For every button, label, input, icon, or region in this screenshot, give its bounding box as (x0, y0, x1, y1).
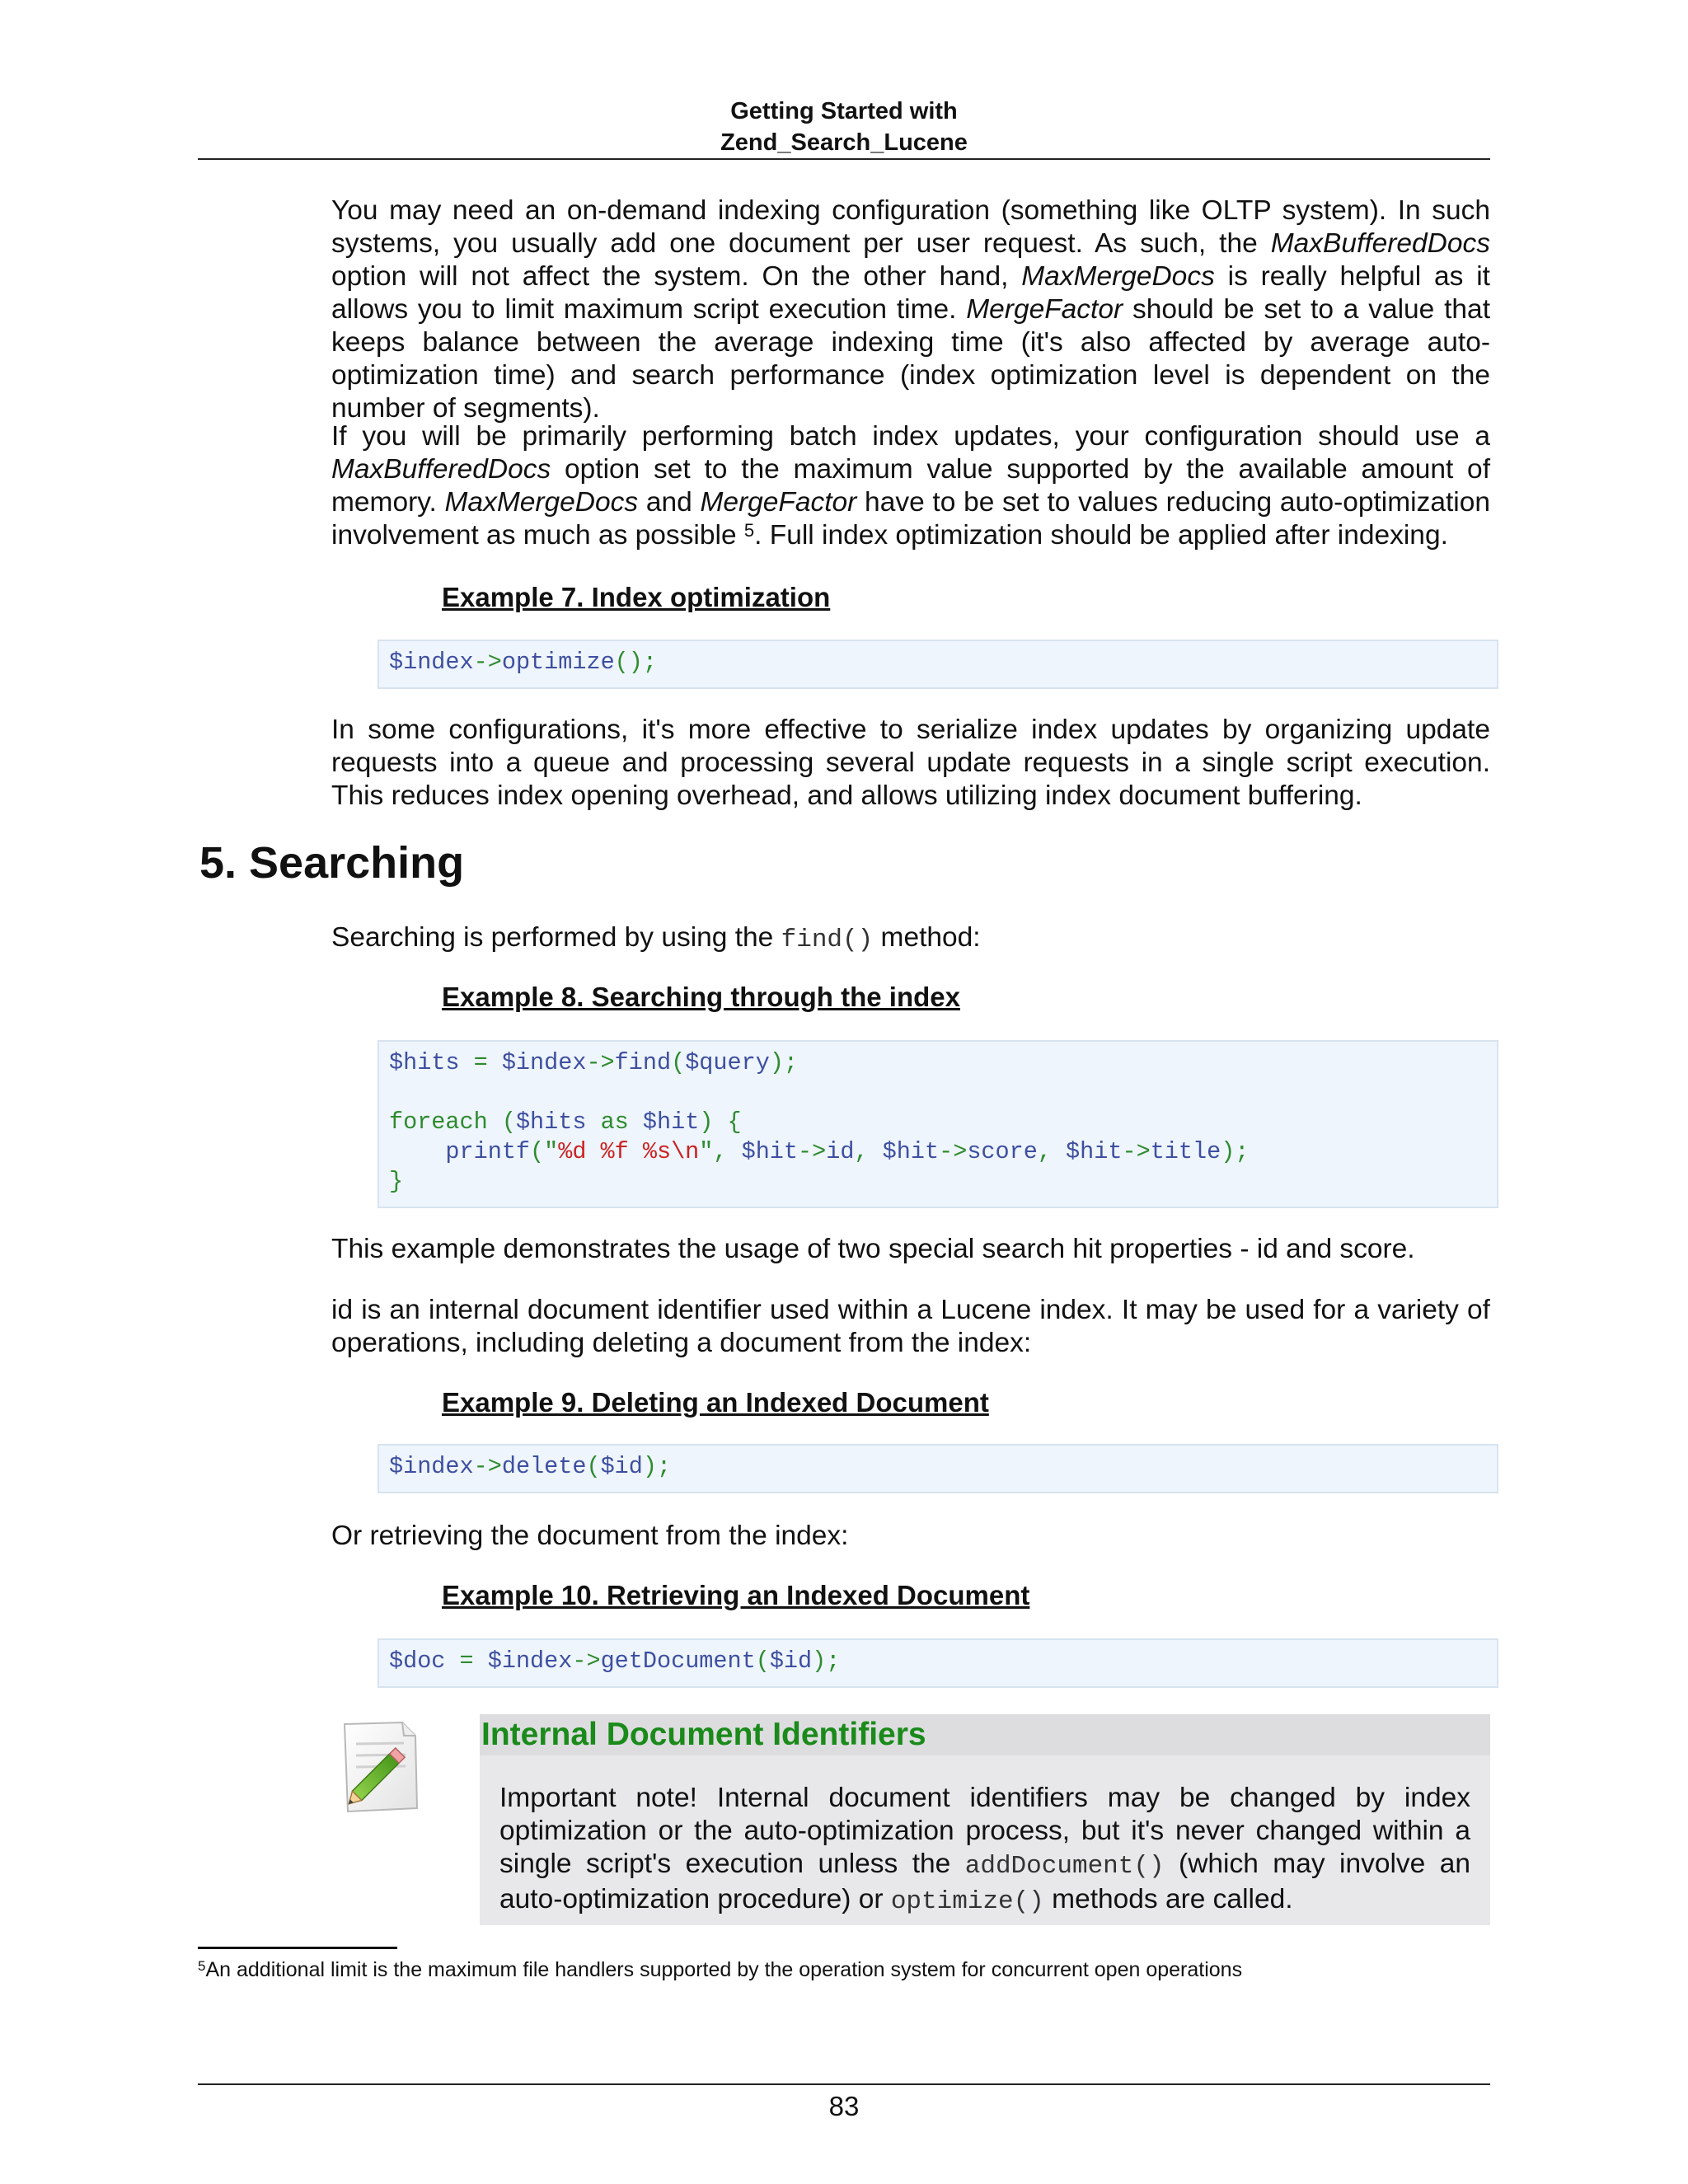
text-span: and (638, 487, 701, 518)
code-token: (); (614, 649, 657, 676)
code-token: ( (755, 1647, 770, 1675)
code-token: foreach (389, 1108, 488, 1136)
code-token: $index (389, 1453, 474, 1480)
example-8-title: Example 8. Searching through the index (442, 982, 960, 1012)
text-span: If you will be primarily performing batch index updates, your configuration should use a (331, 421, 1490, 452)
code-token: $index (487, 1647, 573, 1675)
code-blank-line (389, 1078, 1487, 1108)
code-token: $doc (389, 1647, 446, 1675)
example-10-title: Example 10. Retrieving an Indexed Document (442, 1580, 1030, 1610)
code-token: ); (1221, 1138, 1250, 1165)
code-token: title (1150, 1138, 1221, 1165)
code-token: $hit (1066, 1138, 1123, 1165)
inline-code: optimize() (890, 1887, 1044, 1916)
code-token: -> (798, 1138, 827, 1165)
code-token: find (614, 1049, 672, 1076)
footnote-rule (198, 1947, 397, 1949)
footnote (198, 1957, 1242, 1983)
code-token: delete (501, 1453, 587, 1480)
example-9-title: Example 9. Deleting an Indexed Document (442, 1387, 989, 1418)
code-token: ) { (699, 1108, 742, 1136)
example-10-code (377, 1638, 1498, 1688)
note-pencil-icon (336, 1719, 422, 1816)
header-title-line2: Zend_Search_Lucene (720, 129, 968, 156)
code-token: $id (600, 1453, 643, 1480)
header-title-line1: Getting Started with (730, 98, 958, 124)
code-token: -> (473, 1453, 502, 1480)
text-span: Important note! Internal document identifiers may be changed by index optimization or the auto-optimization process, but it's never changed within a single script's execution unless the (499, 1783, 1470, 1879)
paragraph-id-description: id is an internal document identifier used within a Lucene index. It may be used for a variety of operations, including deleting a document from the index: (331, 1295, 1490, 1358)
text-span: You may need an on-demand indexing configuration (something like OLTP system). In such systems, you usually add one document per user request. As such, the (331, 195, 1490, 259)
code-token: ); (812, 1647, 841, 1675)
code-token: ", (699, 1138, 742, 1165)
code-token: , (1037, 1138, 1067, 1165)
text-span: have to be set to values reducing auto-optimization involvement as much as possible (331, 487, 1490, 551)
text-span: option set to the maximum value supported by the available amount of memory. (331, 454, 1490, 518)
code-token: $hit (642, 1108, 700, 1136)
code-token: $index (389, 649, 474, 676)
code-line (389, 1048, 1487, 1078)
example-7-title: Example 7. Index optimization (442, 582, 831, 612)
code-token: } (389, 1168, 404, 1195)
paragraph-searching-intro (331, 921, 1490, 957)
option-name: MaxMergeDocs (1021, 261, 1215, 292)
header-rule (198, 158, 1490, 160)
text-span: is really helpful as it allows you to limit maximum script execution time. (331, 261, 1490, 325)
code-token: %d %f %s\n (558, 1138, 700, 1165)
option-name: MaxBufferedDocs (331, 454, 551, 485)
footnote-text: An additional limit is the maximum file handlers supported by the operation system for concurrent open operations (205, 1958, 1243, 1981)
code-token: $query (685, 1049, 770, 1076)
footnote-reference[interactable]: 5 (743, 520, 755, 541)
code-token: -> (1122, 1138, 1151, 1165)
code-token: -> (586, 1049, 615, 1076)
code-token: (" (530, 1138, 559, 1165)
code-line (389, 1137, 1487, 1167)
running-header (198, 96, 1490, 158)
note-pencil-icon-graphic (336, 1719, 422, 1816)
code-token: as (586, 1108, 643, 1136)
code-token: = (445, 1647, 488, 1675)
code-token: ( (586, 1453, 601, 1480)
option-name: MergeFactor (700, 487, 857, 518)
text-span: Searching is performed by using the (331, 922, 781, 953)
text-span: should be set to a value that keeps balance between the average indexing time (it's also affected by average auto-optimization time) and search performance (index optimization level is dependent on the number of segments). (331, 294, 1491, 424)
footer-rule (198, 2083, 1490, 2085)
code-token: printf (389, 1138, 531, 1165)
example-8-code (377, 1040, 1498, 1208)
code-token: getDocument (600, 1647, 756, 1675)
code-token: ); (642, 1453, 672, 1480)
text-span: . Full index optimization should be applied after indexing. (754, 520, 1448, 551)
code-token: $id (769, 1647, 813, 1675)
note-text (499, 1782, 1470, 1919)
paragraph-ondemand-indexing (331, 194, 1490, 425)
paragraph-serialize-updates: In some configurations, it's more effective to serialize index updates by organizing update requests into a queue and processing several update requests in a single script execution. This reduces index opening overhead, and allows utilizing index document buffering. (331, 715, 1490, 811)
inline-code: find() (781, 926, 874, 954)
code-token: $hits (389, 1049, 460, 1076)
option-name: MaxMergeDocs (444, 487, 639, 518)
paragraph-retrieving: Or retrieving the document from the index: (331, 1521, 849, 1551)
note-title: Internal Document Identifiers (480, 1714, 1490, 1755)
text-span: methods are called. (1043, 1884, 1293, 1915)
option-name: MaxBufferedDocs (1270, 228, 1490, 259)
text-span: method: (873, 922, 981, 953)
code-token: score (967, 1138, 1038, 1165)
code-token: optimize (501, 649, 615, 676)
code-token: $hit (882, 1138, 940, 1165)
inline-code: addDocument() (964, 1852, 1165, 1881)
code-token: -> (939, 1138, 968, 1165)
code-token: ( (671, 1049, 686, 1076)
text-span: option will not affect the system. On the other hand, (331, 261, 1022, 292)
code-token: $hit (741, 1138, 799, 1165)
code-token: ( (487, 1108, 516, 1136)
code-line (389, 1167, 1487, 1197)
section-heading-searching: 5. Searching (199, 838, 465, 888)
code-token: id (826, 1138, 855, 1165)
code-line (389, 1108, 1487, 1137)
code-token: ); (769, 1049, 799, 1076)
option-name: MergeFactor (966, 294, 1123, 325)
code-token: , (854, 1138, 883, 1165)
example-7-code (377, 640, 1498, 689)
code-token: = (459, 1049, 502, 1076)
example-9-code (377, 1444, 1498, 1493)
paragraph-batch-updates (331, 420, 1490, 552)
text-span: (which may involve an auto-optimization procedure) or (499, 1849, 1470, 1915)
paragraph-hit-properties: This example demonstrates the usage of two special search hit properties - id and score. (331, 1234, 1415, 1264)
code-token: $index (501, 1049, 587, 1076)
code-token: $hits (515, 1108, 587, 1136)
footnote-number: 5 (198, 1958, 206, 1974)
page-number: 83 (828, 2091, 860, 2121)
code-token: -> (473, 649, 502, 676)
code-token: -> (572, 1647, 601, 1675)
